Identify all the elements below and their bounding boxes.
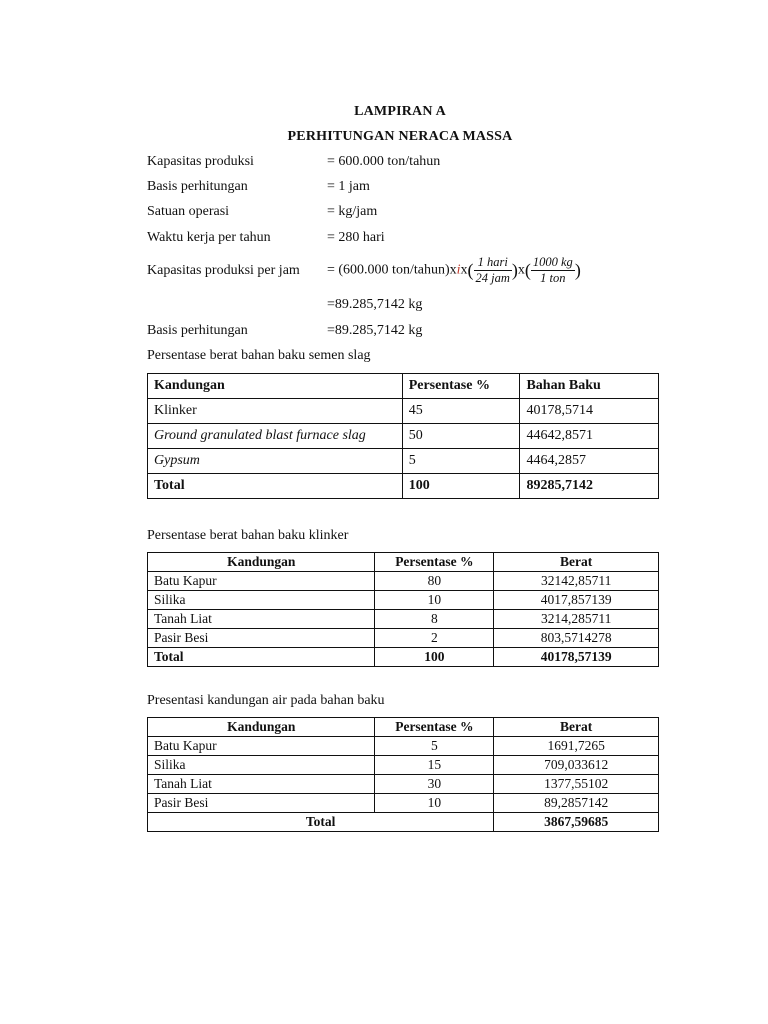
table-row (148, 449, 659, 474)
fraction-denominator: 24 jam (475, 271, 510, 285)
appendix-subtitle: PERHITUNGAN NERACA MASSA (287, 129, 513, 144)
basis-label: Basis perhitungan (147, 323, 248, 338)
formula-op: x (517, 262, 525, 278)
table-total-row (148, 813, 659, 832)
param-value: = kg/jam (327, 204, 378, 219)
clinker-composition-table (147, 552, 659, 667)
cell-amount: 40178,5714 (520, 399, 659, 424)
moisture-content-table (147, 717, 659, 832)
table-row (148, 756, 659, 775)
formula-symbol: i (456, 262, 461, 278)
basis-value: =89.285,7142 kg (327, 323, 423, 338)
cell-component: Batu Kapur (148, 737, 375, 756)
table-header-row (148, 374, 659, 399)
column-header: Kandungan (148, 718, 375, 737)
param-label: Satuan operasi (147, 204, 230, 219)
cell-weight: 3214,285711 (494, 610, 659, 629)
cell-component: Ground granulated blast furnace slag (148, 424, 403, 449)
table-row (148, 794, 659, 813)
cell-percent: 80 (375, 572, 494, 591)
cell-total-percent: 100 (402, 474, 520, 499)
cell-component: Tanah Liat (148, 610, 375, 629)
table-total-row (148, 474, 659, 499)
cell-amount: 4464,2857 (520, 449, 659, 474)
cell-component: Pasir Besi (148, 629, 375, 648)
fraction-denominator: 1 ton (540, 271, 566, 285)
cell-total-weight: 40178,57139 (494, 648, 659, 667)
param-label: Basis perhitungan (147, 179, 248, 194)
table-row (148, 424, 659, 449)
cell-percent: 5 (375, 737, 494, 756)
slag-composition-table (147, 373, 659, 499)
cell-percent: 10 (375, 591, 494, 610)
cell-component: Silika (148, 756, 375, 775)
cell-component: Gypsum (148, 449, 403, 474)
formula-close: ) (511, 260, 518, 280)
fraction-mass (531, 255, 575, 286)
table3-caption: Presentasi kandungan air pada bahan baku (147, 693, 385, 708)
cell-percent: 15 (375, 756, 494, 775)
param-label: Kapasitas produksi (147, 154, 254, 169)
table-row (148, 629, 659, 648)
formula-open: ( (524, 260, 531, 280)
cell-total-weight: 3867,59685 (494, 813, 659, 832)
param-label: Waktu kerja per tahun (147, 230, 271, 245)
fraction-numerator: 1 hari (474, 255, 512, 271)
formula-op: x (460, 262, 468, 278)
formula-open: ( (467, 260, 474, 280)
table-total-row (148, 648, 659, 667)
column-header: Persentase % (402, 374, 520, 399)
table-row (148, 399, 659, 424)
cell-total-amount: 89285,7142 (520, 474, 659, 499)
formula-label: Kapasitas produksi per jam (147, 263, 300, 278)
cell-total-label: Total (148, 474, 403, 499)
fraction-hours (474, 255, 512, 286)
table-row (148, 737, 659, 756)
formula-prefix: = (600.000 ton/tahun)x (327, 262, 457, 278)
cell-weight: 709,033612 (494, 756, 659, 775)
fraction-numerator: 1000 kg (532, 255, 573, 269)
cell-percent: 5 (402, 449, 520, 474)
column-header: Persentase % (375, 718, 494, 737)
table-row (148, 610, 659, 629)
column-header: Berat (494, 553, 659, 572)
cell-component: Batu Kapur (148, 572, 375, 591)
cell-total-percent: 100 (375, 648, 494, 667)
cell-weight: 1377,55102 (494, 775, 659, 794)
table-row (148, 775, 659, 794)
column-header: Kandungan (148, 374, 403, 399)
cell-percent: 10 (375, 794, 494, 813)
cell-weight: 1691,7265 (494, 737, 659, 756)
table2-caption: Persentase berat bahan baku klinker (147, 528, 349, 543)
table1-caption: Persentase berat bahan baku semen slag (147, 348, 371, 363)
cell-percent: 50 (402, 424, 520, 449)
column-header: Bahan Baku (520, 374, 659, 399)
table-header-row (148, 718, 659, 737)
cell-total-label: Total (148, 813, 494, 832)
cell-weight: 32142,85711 (494, 572, 659, 591)
table-row (148, 572, 659, 591)
cell-weight: 803,5714278 (494, 629, 659, 648)
appendix-title: LAMPIRAN A (354, 104, 446, 119)
formula-result: =89.285,7142 kg (327, 297, 423, 312)
cell-percent: 30 (375, 775, 494, 794)
cell-percent: 45 (402, 399, 520, 424)
cell-component: Klinker (148, 399, 403, 424)
cell-component: Pasir Besi (148, 794, 375, 813)
cell-component: Silika (148, 591, 375, 610)
cell-percent: 8 (375, 610, 494, 629)
param-value: = 600.000 ton/tahun (327, 154, 441, 169)
table-row (148, 591, 659, 610)
cell-weight: 89,2857142 (494, 794, 659, 813)
cell-total-label: Total (148, 648, 375, 667)
cell-weight: 4017,857139 (494, 591, 659, 610)
formula-expression (327, 255, 581, 286)
param-value: = 1 jam (327, 179, 370, 194)
cell-component: Tanah Liat (148, 775, 375, 794)
column-header: Kandungan (148, 553, 375, 572)
column-header: Persentase % (375, 553, 494, 572)
param-value: = 280 hari (327, 230, 385, 245)
table-header-row (148, 553, 659, 572)
cell-amount: 44642,8571 (520, 424, 659, 449)
column-header: Berat (494, 718, 659, 737)
formula-close: ) (574, 260, 581, 280)
cell-percent: 2 (375, 629, 494, 648)
